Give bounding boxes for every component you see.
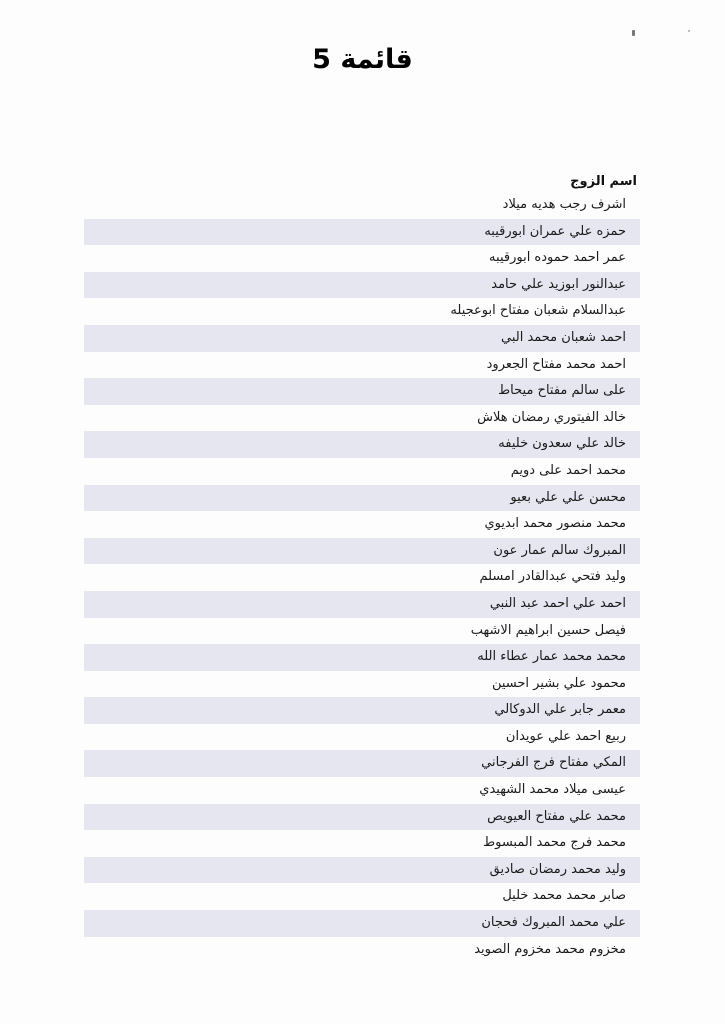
list-item: على سالم مفتاح ميحاط	[84, 378, 640, 405]
list-item: علي محمد المبروك فحجان	[84, 910, 640, 937]
list-item: مخزوم محمد مخزوم الصويد	[474, 941, 626, 957]
list-item: المكي مفتاح فرج الفرجاني	[84, 750, 640, 777]
list-item: حمزه علي عمران ابورقيبه	[84, 219, 640, 246]
list-item: احمد علي احمد عبد النبي	[84, 591, 640, 618]
list-item: خالد الفيتوري رمضان هلاش	[477, 409, 626, 425]
list-item: عبدالسلام شعبان مفتاح ابوعجيله	[450, 303, 626, 319]
list-item: المبروك سالم عمار عون	[84, 538, 640, 565]
list-item: عمر احمد حموده ابورقيبه	[489, 250, 626, 266]
list-item: محمد احمد على دويم	[510, 462, 626, 478]
page-title: قائمة 5	[312, 44, 413, 75]
list-item: صابر محمد محمد خليل	[502, 888, 626, 904]
list-item: وليد فتحي عبدالقادر امسلم	[479, 569, 626, 585]
list-item: محمد محمد عمار عطاء الله	[84, 644, 640, 671]
list-item: اشرف رجب هديه ميلاد	[502, 197, 626, 212]
list-item: محمد فرج محمد المبسوط	[483, 835, 626, 851]
list-item: معمر جابر علي الدوكالي	[84, 697, 640, 724]
list-item: محمد منصور محمد ابديوي	[484, 516, 626, 532]
scan-speck	[632, 30, 635, 36]
list-item: احمد شعبان محمد البي	[84, 325, 640, 352]
list-item: عيسى ميلاد محمد الشهيدي	[479, 782, 626, 798]
list-item: محمود علي بشير احسين	[491, 675, 626, 691]
list-item: خالد علي سعدون خليفه	[84, 431, 640, 458]
list-item: عبدالنور ابوزيد علي حامد	[84, 272, 640, 299]
list-item: فيصل حسين ابراهيم الاشهب	[470, 622, 626, 638]
list-item: محمد علي مفتاح العيويص	[84, 804, 640, 831]
list-item: وليد محمد رمضان صاديق	[84, 857, 640, 884]
column-header: اسم الزوج	[570, 174, 637, 189]
names-list	[84, 192, 640, 963]
list-item: محسن علي علي بعيو	[84, 485, 640, 512]
list-item: احمد محمد مفتاح الجعرود	[486, 356, 626, 372]
list-item: ربيع احمد علي عويدان	[505, 728, 626, 744]
scan-speck	[688, 30, 690, 32]
